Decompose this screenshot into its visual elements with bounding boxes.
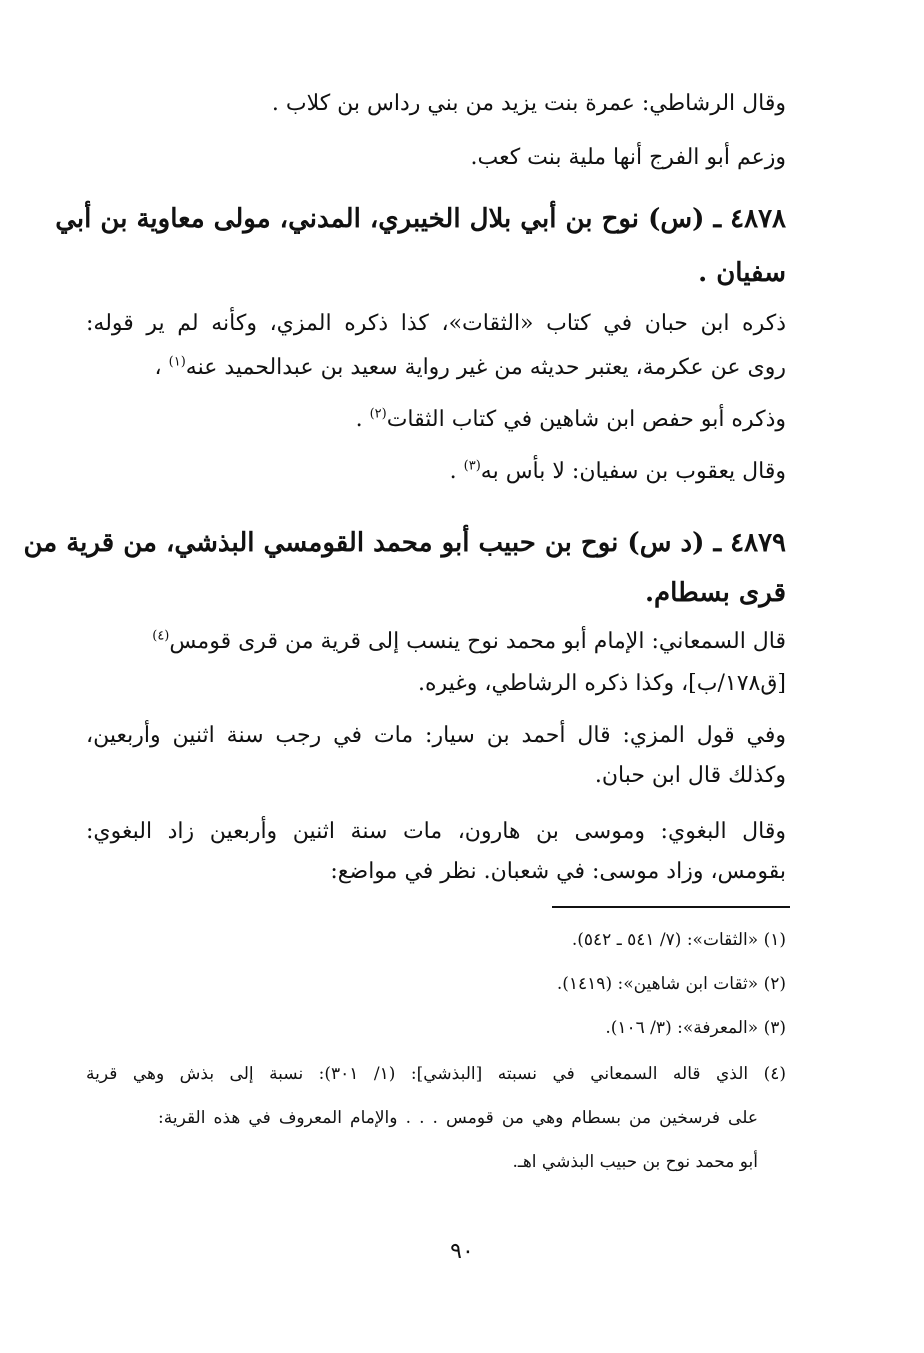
text-span: ، xyxy=(154,355,162,380)
footnote-ref[interactable]: (٣) xyxy=(463,458,481,474)
paragraph-line xyxy=(86,400,786,440)
paragraph-line xyxy=(86,452,786,492)
paragraph-line: بقومس، وزاد موسى: في شعبان. نظر في مواضع: xyxy=(330,859,786,884)
entry-heading: ٤٨٧٨ ـ (س) نوح بن أبي بلال الخيبري، المدني، مولى معاوية بن أبي xyxy=(55,204,786,234)
paragraph-line: وقال البغوي: وموسى بن هارون، مات سنة اثنين وأربعين زاد البغوي: xyxy=(86,819,786,844)
footnote-ref[interactable]: (٢) xyxy=(369,406,387,422)
entry-heading: ٤٨٧٩ ـ (د س) نوح بن حبيب أبو محمد القومسي البذشي، من قرية من xyxy=(23,528,786,558)
footnote-continued: على فرسخين من بسطام وهي من قومس . . . والإمام المعروف في هذه القرية: xyxy=(158,1108,758,1128)
entry-heading-continued: قرى بسطام. xyxy=(644,578,786,608)
footnote-separator xyxy=(552,906,790,908)
text-span: . xyxy=(355,407,363,432)
paragraph-line: [ق١٧٨/ب]، وكذا ذكره الرشاطي، وغيره. xyxy=(417,671,786,696)
text-span: قال السمعاني: الإمام أبو محمد نوح ينسب إلى قرية من قرى قومس xyxy=(169,629,786,654)
footnote-continued: أبو محمد نوح بن حبيب البذشي اهـ. xyxy=(512,1152,758,1172)
page-number: ٩٠ xyxy=(450,1239,474,1264)
entry-heading-continued: سفيان . xyxy=(698,258,786,288)
footnote: (٣) «المعرفة»: (٣/ ١٠٦). xyxy=(605,1018,786,1038)
footnote: (١) «الثقات»: (٧/ ٥٤١ ـ ٥٤٢). xyxy=(571,930,786,950)
footnote-ref[interactable]: (٤) xyxy=(152,628,170,644)
paragraph-line xyxy=(86,348,786,388)
paragraph-line: وكذلك قال ابن حبان. xyxy=(594,763,786,788)
paragraph-line: ذكره ابن حبان في كتاب «الثقات»، كذا ذكره المزي، وكأنه لم ير قوله: xyxy=(86,311,786,336)
text-span: . xyxy=(449,459,457,484)
text-span: وذكره أبو حفص ابن شاهين في كتاب الثقات xyxy=(386,407,786,432)
footnote: (٢) «ثقات ابن شاهين»: (١٤١٩). xyxy=(556,974,786,994)
text-span: روى عن عكرمة، يعتبر حديثه من غير رواية سعيد بن عبدالحميد عنه xyxy=(185,355,786,380)
paragraph-line xyxy=(86,622,786,662)
text-line: وزعم أبو الفرج أنها ملية بنت كعب. xyxy=(470,145,786,170)
paragraph-line: وفي قول المزي: قال أحمد بن سيار: مات في رجب سنة اثنين وأربعين، xyxy=(86,723,786,748)
footnote-ref[interactable]: (١) xyxy=(168,354,186,370)
text-span: وقال يعقوب بن سفيان: لا بأس به xyxy=(480,459,786,484)
footnote: (٤) الذي قاله السمعاني في نسبته [البذشي]: (١/ ٣٠١): نسبة إلى بذش وهي قرية xyxy=(86,1064,786,1084)
text-line: وقال الرشاطي: عمرة بنت يزيد من بني رداس بن كلاب . xyxy=(271,91,786,116)
